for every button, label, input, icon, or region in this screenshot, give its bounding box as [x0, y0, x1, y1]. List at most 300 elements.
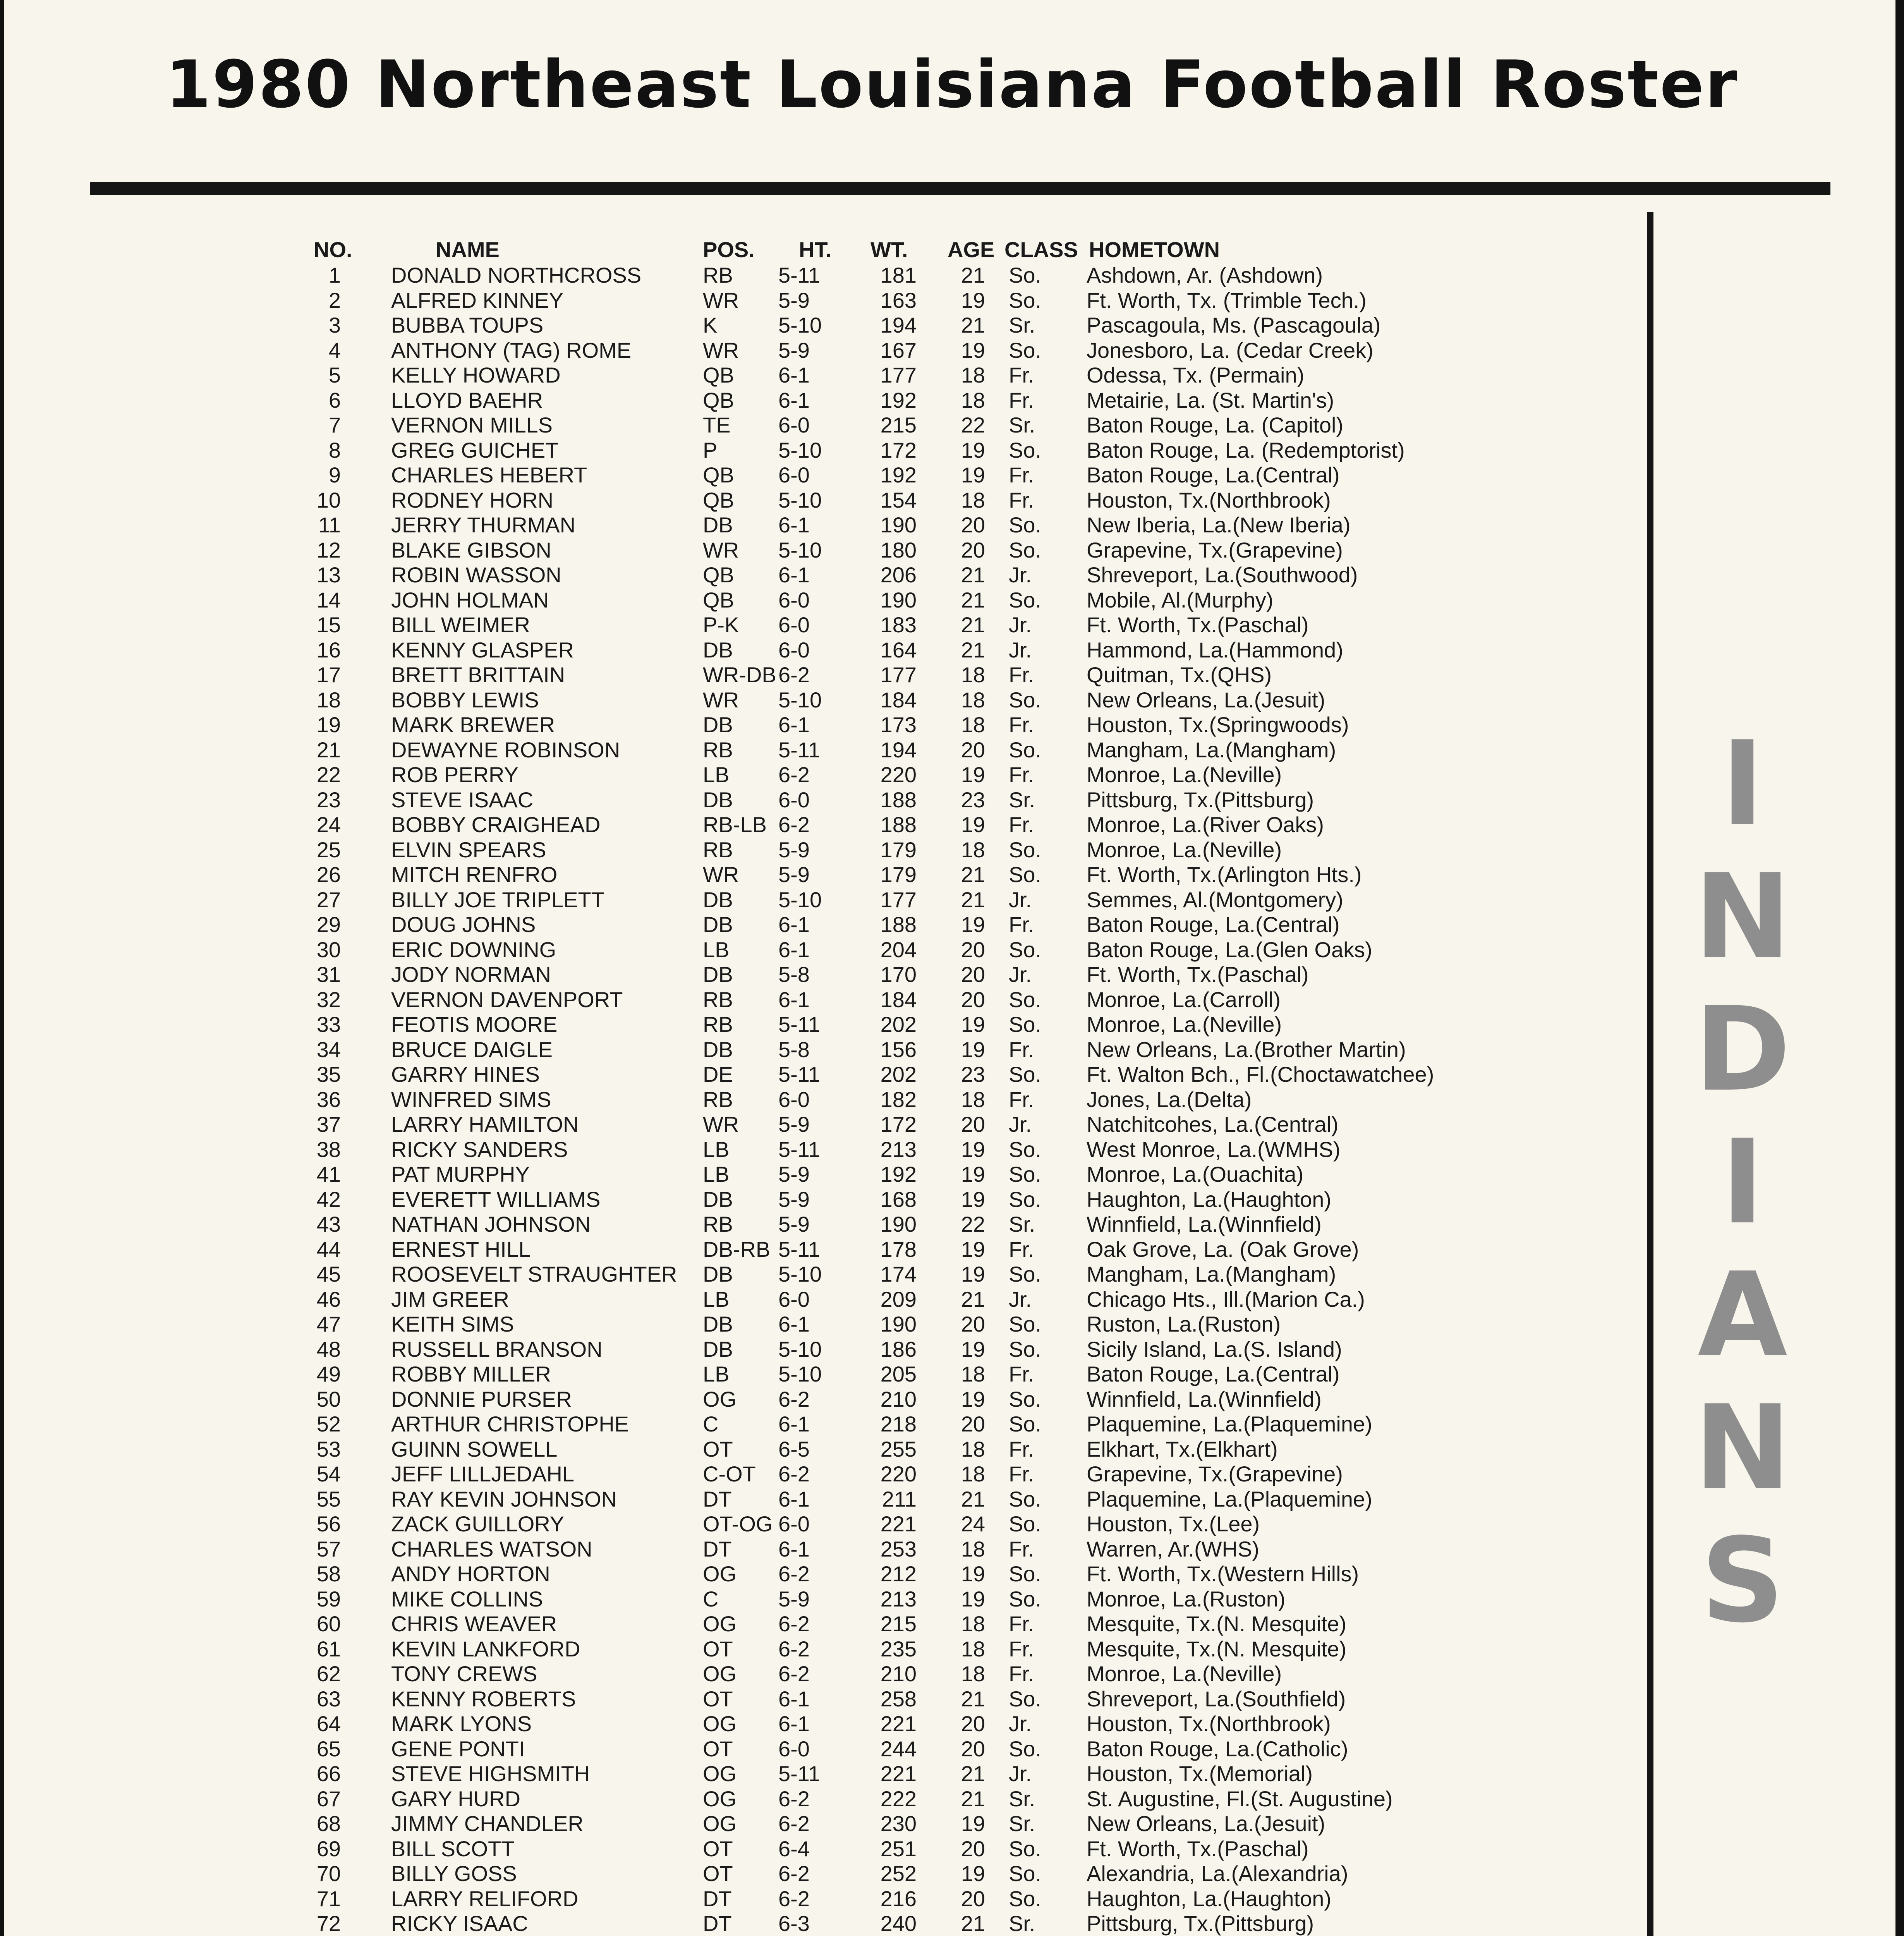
cell-wt: 177	[880, 662, 917, 687]
cell-pos: OG	[703, 1387, 737, 1411]
cell-name: JERRY THURMAN	[391, 513, 576, 537]
table-row	[0, 1162, 1638, 1187]
cell-hometown: Houston, Tx.(Lee)	[1087, 1512, 1260, 1536]
cell-class: So.	[1009, 687, 1042, 712]
cell-class: So.	[1009, 1836, 1042, 1861]
cell-ht: 6-0	[778, 587, 810, 612]
cell-wt: 190	[880, 587, 917, 612]
cell-age: 18	[961, 1437, 985, 1461]
cell-no: 57	[316, 1536, 341, 1561]
cell-pos: OG	[703, 1786, 737, 1811]
cell-pos: OG	[703, 1562, 737, 1586]
cell-hometown: Ashdown, Ar. (Ashdown)	[1087, 263, 1323, 287]
cell-wt: 216	[880, 1886, 917, 1911]
cell-ht: 6-1	[778, 1686, 810, 1711]
cell-class: So.	[1009, 987, 1042, 1012]
cell-class: Sr.	[1009, 1786, 1035, 1811]
cell-pos: WR	[703, 537, 739, 562]
cell-hometown: Warren, Ar.(WHS)	[1087, 1536, 1259, 1561]
cell-hometown: Baton Rouge, La. (Redemptorist)	[1087, 438, 1405, 462]
cell-class: Jr.	[1009, 1112, 1032, 1136]
cell-ht: 5-10	[778, 1262, 822, 1286]
cell-no: 32	[316, 987, 341, 1012]
cell-hometown: Natchitcohes, La.(Central)	[1087, 1112, 1339, 1136]
cell-wt: 188	[880, 787, 917, 812]
cell-no: 29	[316, 912, 341, 937]
cell-class: So.	[1009, 1062, 1042, 1086]
cell-name: ROOSEVELT STRAUGHTER	[391, 1262, 677, 1286]
cell-class: Fr.	[1009, 662, 1034, 687]
cell-hometown: Winnfield, La.(Winnfield)	[1087, 1212, 1322, 1236]
table-row	[0, 388, 1638, 413]
cell-ht: 5-11	[778, 1237, 820, 1261]
table-row	[0, 1087, 1638, 1112]
cell-wt: 253	[880, 1536, 917, 1561]
cell-age: 21	[961, 1786, 985, 1811]
cell-age: 20	[961, 513, 985, 537]
header-name: NAME	[436, 237, 500, 262]
table-row	[0, 912, 1638, 937]
cell-pos: DB	[703, 787, 733, 812]
cell-name: KEITH SIMS	[391, 1312, 514, 1336]
cell-class: So.	[1009, 1387, 1042, 1411]
cell-hometown: Mesquite, Tx.(N. Mesquite)	[1087, 1636, 1347, 1661]
cell-pos: DB	[703, 1312, 733, 1336]
table-row	[0, 1761, 1638, 1787]
cell-hometown: Oak Grove, La. (Oak Grove)	[1087, 1237, 1359, 1261]
top-rule	[90, 182, 1830, 195]
cell-name: ELVIN SPEARS	[391, 837, 546, 862]
cell-wt: 172	[880, 438, 917, 462]
cell-age: 23	[961, 1062, 985, 1086]
table-row	[0, 762, 1638, 788]
cell-wt: 184	[880, 687, 917, 712]
cell-no: 22	[316, 762, 341, 787]
table-row	[0, 512, 1638, 538]
cell-wt: 188	[880, 912, 917, 937]
cell-age: 21	[961, 587, 985, 612]
cell-no: 25	[316, 837, 341, 862]
cell-ht: 5-9	[778, 1162, 810, 1186]
cell-no: 6	[328, 388, 341, 412]
cell-pos: WR	[703, 1112, 739, 1136]
cell-class: Fr.	[1009, 1462, 1034, 1486]
table-row	[0, 263, 1638, 288]
cell-hometown: Houston, Tx.(Northbrook)	[1087, 487, 1331, 512]
cell-ht: 6-0	[778, 1087, 810, 1112]
cell-name: BILLY GOSS	[391, 1861, 517, 1886]
cell-pos: WR-DB	[703, 662, 776, 687]
table-row	[0, 687, 1638, 713]
cell-wt: 221	[880, 1512, 917, 1536]
cell-name: ERNEST HILL	[391, 1237, 531, 1261]
cell-no: 13	[316, 563, 341, 587]
cell-no: 2	[328, 288, 341, 312]
table-row	[0, 887, 1638, 913]
table-row	[0, 1261, 1638, 1287]
cell-class: So.	[1009, 537, 1042, 562]
cell-class: So.	[1009, 1686, 1042, 1711]
cell-pos: RB	[703, 1212, 733, 1236]
cell-wt: 251	[880, 1836, 917, 1861]
cell-name: DEWAYNE ROBINSON	[391, 737, 620, 762]
cell-no: 47	[316, 1312, 341, 1336]
table-row	[0, 1287, 1638, 1312]
cell-name: BILL WEIMER	[391, 613, 530, 637]
cell-class: Sr.	[1009, 787, 1035, 812]
cell-ht: 6-1	[778, 712, 810, 737]
cell-hometown: Mesquite, Tx.(N. Mesquite)	[1087, 1612, 1347, 1636]
cell-wt: 218	[880, 1412, 917, 1436]
cell-no: 3	[328, 313, 341, 337]
cell-ht: 6-0	[778, 1287, 810, 1311]
cell-class: So.	[1009, 587, 1042, 612]
table-row	[0, 862, 1638, 887]
cell-name: RAY KEVIN JOHNSON	[391, 1486, 617, 1511]
cell-pos: WR	[703, 338, 739, 362]
cell-no: 65	[316, 1736, 341, 1761]
cell-ht: 6-2	[778, 662, 810, 687]
cell-name: CHARLES WATSON	[391, 1536, 592, 1561]
cell-age: 19	[961, 762, 985, 787]
cell-no: 24	[316, 812, 341, 837]
table-row	[0, 712, 1638, 738]
cell-hometown: Ft. Worth, Tx.(Arlington Hts.)	[1087, 862, 1362, 887]
cell-hometown: Monroe, La.(Neville)	[1087, 762, 1282, 787]
cell-class: Fr.	[1009, 1612, 1034, 1636]
cell-wt: 174	[880, 1262, 917, 1286]
cell-age: 20	[961, 737, 985, 762]
cell-pos: RB	[703, 837, 733, 862]
cell-pos: DT	[703, 1536, 732, 1561]
cell-hometown: St. Augustine, Fl.(St. Augustine)	[1087, 1786, 1393, 1811]
table-row	[0, 1311, 1638, 1337]
cell-hometown: Mangham, La.(Mangham)	[1087, 737, 1336, 762]
cell-name: STEVE ISAAC	[391, 787, 534, 812]
cell-pos: DB	[703, 912, 733, 937]
cell-hometown: Quitman, Tx.(QHS)	[1087, 662, 1272, 687]
cell-pos: QB	[703, 563, 734, 587]
cell-pos: DB-RB	[703, 1237, 771, 1261]
cell-wt: 192	[880, 1162, 917, 1186]
cell-age: 24	[961, 1512, 985, 1536]
cell-no: 53	[316, 1437, 341, 1461]
cell-wt: 180	[880, 537, 917, 562]
cell-hometown: Semmes, Al.(Montgomery)	[1087, 887, 1343, 912]
cell-hometown: Ft. Worth, Tx.(Western Hills)	[1087, 1562, 1359, 1586]
cell-wt: 213	[880, 1137, 917, 1162]
cell-class: Sr.	[1009, 1212, 1035, 1236]
table-row	[0, 1212, 1638, 1237]
cell-class: Fr.	[1009, 1362, 1034, 1386]
cell-name: BILLY JOE TRIPLETT	[391, 887, 604, 912]
cell-class: So.	[1009, 1012, 1042, 1037]
cell-hometown: Monroe, La.(Neville)	[1087, 1661, 1282, 1686]
cell-pos: P-K	[703, 613, 739, 637]
cell-pos: RB	[703, 1012, 733, 1037]
cell-name: PAT MURPHY	[391, 1162, 530, 1186]
cell-class: So.	[1009, 1586, 1042, 1611]
cell-hometown: Pascagoula, Ms. (Pascagoula)	[1087, 313, 1381, 337]
cell-no: 70	[316, 1861, 341, 1886]
cell-name: BOBBY LEWIS	[391, 687, 539, 712]
cell-no: 61	[316, 1636, 341, 1661]
cell-age: 19	[961, 1562, 985, 1586]
cell-ht: 6-1	[778, 1412, 810, 1436]
cell-class: Jr.	[1009, 563, 1032, 587]
cell-hometown: Houston, Tx.(Springwoods)	[1087, 712, 1349, 737]
cell-age: 19	[961, 1162, 985, 1186]
cell-class: Fr.	[1009, 912, 1034, 937]
cell-name: RODNEY HORN	[391, 487, 554, 512]
cell-pos: C	[703, 1412, 719, 1436]
cell-hometown: Haughton, La.(Haughton)	[1087, 1886, 1331, 1911]
table-row	[0, 1861, 1638, 1886]
cell-wt: 213	[880, 1586, 917, 1611]
cell-ht: 6-1	[778, 987, 810, 1012]
cell-pos: OG	[703, 1612, 737, 1636]
cell-class: So.	[1009, 1562, 1042, 1586]
cell-name: ALFRED KINNEY	[391, 288, 563, 312]
cell-wt: 182	[880, 1087, 917, 1112]
table-row	[0, 338, 1638, 363]
table-row	[0, 837, 1638, 863]
cell-age: 18	[961, 712, 985, 737]
cell-age: 19	[961, 288, 985, 312]
cell-age: 20	[961, 1312, 985, 1336]
cell-pos: P	[703, 438, 718, 462]
table-row	[0, 637, 1638, 663]
cell-name: MARK LYONS	[391, 1711, 532, 1736]
cell-ht: 6-2	[778, 1811, 810, 1836]
cell-class: So.	[1009, 1412, 1042, 1436]
cell-no: 14	[316, 587, 341, 612]
cell-pos: OG	[703, 1761, 737, 1786]
cell-ht: 5-10	[778, 537, 822, 562]
page-title: 1980 Northeast Louisiana Football Roster	[165, 46, 1739, 122]
table-row	[0, 438, 1638, 463]
cell-no: 37	[316, 1112, 341, 1136]
table-row	[0, 1486, 1638, 1512]
cell-pos: QB	[703, 463, 734, 487]
cell-no: 42	[316, 1187, 341, 1212]
cell-ht: 5-10	[778, 313, 822, 337]
cell-hometown: Ft. Worth, Tx. (Trimble Tech.)	[1087, 288, 1367, 312]
cell-wt: 194	[880, 737, 917, 762]
cell-class: So.	[1009, 1337, 1042, 1361]
cell-pos: DB	[703, 513, 733, 537]
cell-no: 66	[316, 1761, 341, 1786]
cell-ht: 6-0	[778, 1736, 810, 1761]
cell-age: 20	[961, 537, 985, 562]
cell-wt: 252	[880, 1861, 917, 1886]
side-letter: N	[1694, 1380, 1791, 1516]
cell-wt: 192	[880, 463, 917, 487]
header-class: CLASS	[1004, 237, 1078, 262]
cell-class: So.	[1009, 1486, 1042, 1511]
table-row	[0, 1437, 1638, 1462]
cell-class: Fr.	[1009, 1636, 1034, 1661]
cell-hometown: Monroe, La.(Ouachita)	[1087, 1162, 1304, 1186]
cell-class: Sr.	[1009, 313, 1035, 337]
cell-age: 20	[961, 987, 985, 1012]
cell-age: 21	[961, 887, 985, 912]
cell-hometown: Baton Rouge, La.(Central)	[1087, 1362, 1340, 1386]
cell-wt: 188	[880, 812, 917, 837]
cell-wt: 179	[880, 862, 917, 887]
cell-name: RICKY SANDERS	[391, 1137, 568, 1162]
cell-ht: 6-2	[778, 1661, 810, 1686]
cell-hometown: Shreveport, La.(Southwood)	[1087, 563, 1358, 587]
cell-ht: 5-10	[778, 887, 822, 912]
cell-name: ROBBY MILLER	[391, 1362, 551, 1386]
cell-name: BRETT BRITTAIN	[391, 662, 565, 687]
cell-class: So.	[1009, 263, 1042, 287]
cell-pos: DB	[703, 962, 733, 987]
cell-ht: 5-9	[778, 1112, 810, 1136]
cell-wt: 190	[880, 513, 917, 537]
cell-hometown: New Orleans, La.(Jesuit)	[1087, 687, 1325, 712]
cell-class: Fr.	[1009, 388, 1034, 412]
cell-name: JOHN HOLMAN	[391, 587, 549, 612]
side-letter: I	[1721, 716, 1764, 851]
cell-age: 21	[961, 313, 985, 337]
cell-name: JIMMY CHANDLER	[391, 1811, 584, 1836]
cell-wt: 230	[880, 1811, 917, 1836]
cell-no: 58	[316, 1562, 341, 1586]
cell-name: BUBBA TOUPS	[391, 313, 544, 337]
cell-name: ZACK GUILLORY	[391, 1512, 565, 1536]
cell-pos: LB	[703, 1362, 730, 1386]
cell-no: 64	[316, 1711, 341, 1736]
cell-ht: 5-11	[778, 1761, 820, 1786]
table-row	[0, 987, 1638, 1013]
cell-hometown: Plaquemine, La.(Plaquemine)	[1087, 1412, 1372, 1436]
cell-no: 68	[316, 1811, 341, 1836]
cell-wt: 202	[880, 1012, 917, 1037]
cell-name: JIM GREER	[391, 1287, 509, 1311]
cell-no: 41	[316, 1162, 341, 1186]
side-letter: S	[1700, 1513, 1785, 1648]
cell-pos: LB	[703, 937, 730, 962]
table-row	[0, 1012, 1638, 1037]
cell-age: 19	[961, 1187, 985, 1212]
cell-hometown: Hammond, La.(Hammond)	[1087, 637, 1343, 662]
cell-name: LLOYD BAEHR	[391, 388, 543, 412]
cell-name: GENE PONTI	[391, 1736, 525, 1761]
cell-class: So.	[1009, 1512, 1042, 1536]
cell-class: So.	[1009, 1861, 1042, 1886]
cell-wt: 183	[880, 613, 917, 637]
cell-name: NATHAN JOHNSON	[391, 1212, 591, 1236]
cell-age: 21	[961, 1761, 985, 1786]
cell-name: DONNIE PURSER	[391, 1387, 572, 1411]
cell-wt: 190	[880, 1212, 917, 1236]
cell-wt: 204	[880, 937, 917, 962]
cell-class: Fr.	[1009, 712, 1034, 737]
cell-hometown: Monroe, La.(Neville)	[1087, 837, 1282, 862]
cell-name: FEOTIS MOORE	[391, 1012, 558, 1037]
cell-no: 59	[316, 1586, 341, 1611]
cell-pos: DE	[703, 1062, 733, 1086]
cell-no: 1	[328, 263, 341, 287]
cell-class: Fr.	[1009, 812, 1034, 837]
cell-pos: QB	[703, 587, 734, 612]
table-row	[0, 612, 1638, 638]
cell-hometown: Baton Rouge, La.(Catholic)	[1087, 1736, 1348, 1761]
cell-ht: 6-0	[778, 463, 810, 487]
cell-ht: 6-1	[778, 912, 810, 937]
cell-hometown: New Iberia, La.(New Iberia)	[1087, 513, 1351, 537]
cell-ht: 6-2	[778, 1562, 810, 1586]
cell-no: 34	[316, 1037, 341, 1062]
cell-pos: TE	[703, 413, 731, 437]
header-ht: HT.	[799, 237, 831, 262]
cell-age: 18	[961, 363, 985, 387]
cell-class: So.	[1009, 1187, 1042, 1212]
table-row	[0, 1461, 1638, 1487]
table-row	[0, 937, 1638, 963]
table-row	[0, 362, 1638, 388]
cell-name: CHARLES HEBERT	[391, 463, 587, 487]
cell-age: 22	[961, 413, 985, 437]
cell-hometown: Odessa, Tx. (Permain)	[1087, 363, 1305, 387]
cell-ht: 5-10	[778, 1337, 822, 1361]
cell-no: 69	[316, 1836, 341, 1861]
cell-hometown: Baton Rouge, La. (Capitol)	[1087, 413, 1344, 437]
cell-hometown: Jonesboro, La. (Cedar Creek)	[1087, 338, 1373, 362]
cell-age: 19	[961, 463, 985, 487]
cell-pos: DB	[703, 887, 733, 912]
cell-no: 4	[328, 338, 341, 362]
cell-no: 26	[316, 862, 341, 887]
cell-ht: 6-2	[778, 1786, 810, 1811]
cell-pos: OT	[703, 1437, 733, 1461]
cell-wt: 215	[880, 1612, 917, 1636]
cell-age: 18	[961, 1087, 985, 1112]
cell-name: MIKE COLLINS	[391, 1586, 543, 1611]
cell-class: So.	[1009, 1886, 1042, 1911]
header-pos: POS.	[703, 237, 755, 262]
table-row	[0, 1711, 1638, 1737]
cell-wt: 220	[880, 762, 917, 787]
table-row	[0, 1636, 1638, 1662]
cell-ht: 6-2	[778, 812, 810, 837]
cell-wt: 209	[880, 1287, 917, 1311]
cell-age: 19	[961, 1012, 985, 1037]
cell-ht: 5-10	[778, 438, 822, 462]
cell-no: 38	[316, 1137, 341, 1162]
table-row	[0, 737, 1638, 763]
cell-wt: 244	[880, 1736, 917, 1761]
cell-hometown: New Orleans, La.(Brother Martin)	[1087, 1037, 1406, 1062]
cell-class: Fr.	[1009, 1037, 1034, 1062]
cell-wt: 202	[880, 1062, 917, 1086]
cell-ht: 6-0	[778, 637, 810, 662]
table-row	[0, 1786, 1638, 1812]
cell-no: 18	[316, 687, 341, 712]
cell-age: 23	[961, 787, 985, 812]
cell-wt: 172	[880, 1112, 917, 1136]
cell-ht: 6-2	[778, 1636, 810, 1661]
cell-pos: LB	[703, 762, 730, 787]
table-row	[0, 1112, 1638, 1137]
cell-pos: OT	[703, 1861, 733, 1886]
cell-hometown: Houston, Tx.(Northbrook)	[1087, 1711, 1331, 1736]
table-row	[0, 1686, 1638, 1712]
cell-age: 19	[961, 812, 985, 837]
cell-name: KENNY ROBERTS	[391, 1686, 576, 1711]
